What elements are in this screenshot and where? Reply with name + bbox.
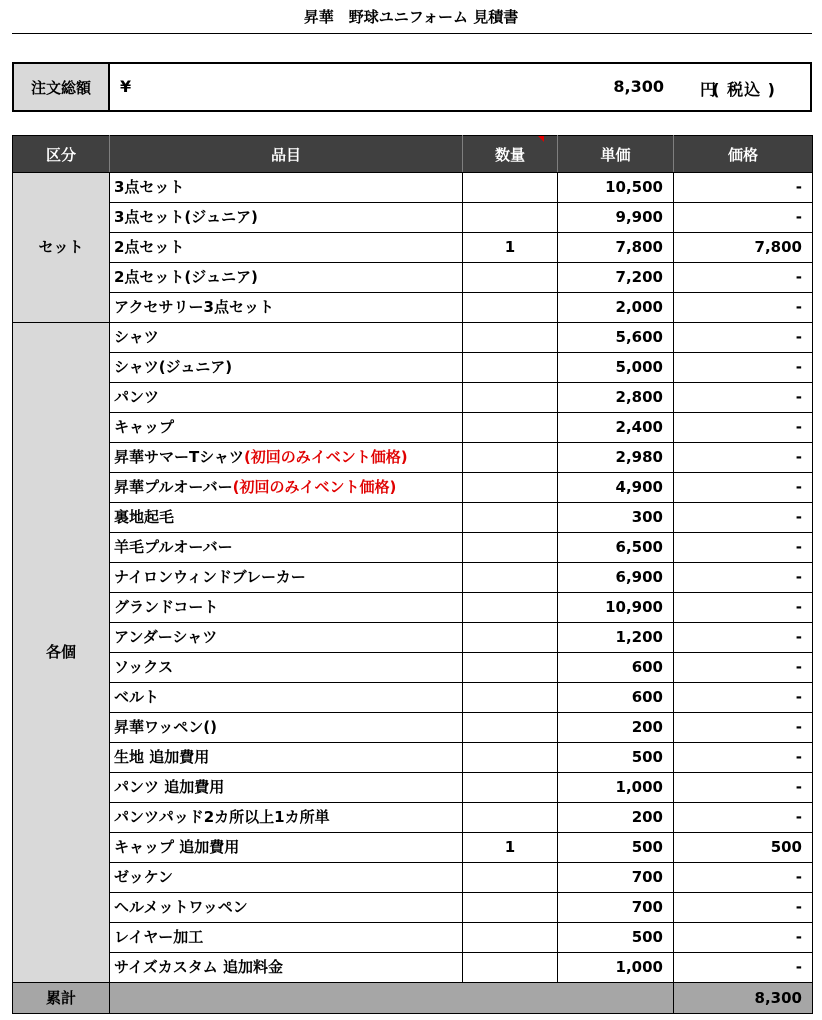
summary-row	[13, 983, 813, 1014]
table-row	[13, 803, 813, 833]
price-cell: -	[674, 683, 813, 713]
quantity-cell[interactable]	[463, 263, 558, 293]
item-name: 昇華ワッペン()	[114, 718, 217, 736]
item-name-cell	[110, 443, 463, 473]
quantity-cell[interactable]	[463, 443, 558, 473]
price-cell: -	[674, 623, 813, 653]
table-row	[13, 743, 813, 773]
price-cell: -	[674, 203, 813, 233]
item-name-cell	[110, 653, 463, 683]
price-cell: -	[674, 353, 813, 383]
item-name-cell	[110, 953, 463, 983]
item-name: パンツ	[114, 388, 160, 406]
item-name: 裏地起毛	[114, 508, 175, 526]
table-row	[13, 923, 813, 953]
unit-price-cell: 2,800	[558, 383, 674, 413]
item-name: ヘルメットワッペン	[114, 898, 248, 916]
price-cell: -	[674, 263, 813, 293]
item-name-cell	[110, 683, 463, 713]
price-cell: -	[674, 713, 813, 743]
quantity-cell[interactable]	[463, 173, 558, 203]
unit-price-cell: 700	[558, 863, 674, 893]
quantity-cell[interactable]	[463, 473, 558, 503]
price-cell: -	[674, 863, 813, 893]
table-row	[13, 623, 813, 653]
item-name-cell	[110, 473, 463, 503]
price-cell: -	[674, 323, 813, 353]
item-name-cell	[110, 173, 463, 203]
item-name-cell	[110, 713, 463, 743]
unit-price-cell: 6,500	[558, 533, 674, 563]
item-name-cell	[110, 413, 463, 443]
table-row	[13, 653, 813, 683]
price-cell: -	[674, 953, 813, 983]
header-item: 品目	[110, 136, 463, 173]
item-name: ベルト	[114, 688, 160, 706]
quantity-cell[interactable]	[463, 803, 558, 833]
unit-price-cell: 600	[558, 683, 674, 713]
quantity-cell[interactable]	[463, 413, 558, 443]
unit-price-cell: 10,500	[558, 173, 674, 203]
item-name: キャップ	[114, 418, 175, 436]
price-cell: -	[674, 893, 813, 923]
table-row	[13, 833, 813, 863]
table-row	[13, 533, 813, 563]
quantity-cell[interactable]	[463, 953, 558, 983]
category-cell: 各個	[13, 323, 110, 983]
quantity-cell[interactable]	[463, 623, 558, 653]
unit-price-cell: 2,400	[558, 413, 674, 443]
item-name: サイズカスタム 追加料金	[114, 958, 284, 976]
price-cell: -	[674, 173, 813, 203]
item-name: ゼッケン	[114, 868, 173, 886]
table-row	[13, 713, 813, 743]
unit-price-cell: 1,000	[558, 953, 674, 983]
header-unit-price: 単価	[558, 136, 674, 173]
price-cell: -	[674, 563, 813, 593]
item-name: 生地 追加費用	[114, 748, 210, 766]
order-total-value	[110, 64, 810, 110]
table-row	[13, 953, 813, 983]
quantity-cell[interactable]	[463, 203, 558, 233]
item-name: パンツパッド2カ所以上1カ所単	[114, 808, 330, 826]
quantity-cell[interactable]	[463, 863, 558, 893]
table-row	[13, 563, 813, 593]
price-cell: -	[674, 293, 813, 323]
item-name: 3点セット	[114, 178, 185, 196]
price-cell: -	[674, 413, 813, 443]
table-row	[13, 173, 813, 203]
unit-price-cell: 10,900	[558, 593, 674, 623]
table-row	[13, 473, 813, 503]
table-row	[13, 773, 813, 803]
unit-price-cell: 6,900	[558, 563, 674, 593]
table-row	[13, 413, 813, 443]
unit-price-cell: 2,980	[558, 443, 674, 473]
item-name-cell	[110, 593, 463, 623]
quantity-cell[interactable]	[463, 353, 558, 383]
price-cell: -	[674, 383, 813, 413]
item-name-cell	[110, 563, 463, 593]
category-cell: セット	[13, 173, 110, 323]
item-name: 羊毛プルオーバー	[114, 538, 233, 556]
item-name-cell	[110, 833, 463, 863]
unit-price-cell: 7,200	[558, 263, 674, 293]
item-name-cell	[110, 863, 463, 893]
quantity-cell[interactable]	[463, 593, 558, 623]
item-name-cell	[110, 233, 463, 263]
unit-price-cell: 200	[558, 713, 674, 743]
quantity-cell[interactable]	[463, 713, 558, 743]
quantity-cell[interactable]	[463, 743, 558, 773]
item-name-cell	[110, 293, 463, 323]
title-divider	[12, 33, 812, 34]
quantity-cell[interactable]	[463, 563, 558, 593]
unit-price-cell: 9,900	[558, 203, 674, 233]
item-name-cell	[110, 353, 463, 383]
item-name-cell	[110, 923, 463, 953]
quantity-cell[interactable]	[463, 653, 558, 683]
currency-symbol: ¥	[120, 77, 132, 96]
price-cell: -	[674, 773, 813, 803]
item-note: (初回のみイベント価格)	[232, 478, 397, 496]
unit-price-cell: 300	[558, 503, 674, 533]
table-row	[13, 323, 813, 353]
summary-label: 累計	[13, 983, 110, 1014]
item-name-cell	[110, 623, 463, 653]
quantity-cell[interactable]	[463, 923, 558, 953]
item-name: 2点セット(ジュニア)	[114, 268, 258, 286]
item-name-cell	[110, 383, 463, 413]
unit-price-cell: 1,000	[558, 773, 674, 803]
item-name-cell	[110, 893, 463, 923]
item-name: アクセサリー3点セット	[114, 298, 274, 316]
item-name: パンツ 追加費用	[114, 778, 225, 796]
item-name-cell	[110, 263, 463, 293]
estimate-table	[12, 135, 813, 1014]
unit-price-cell: 5,000	[558, 353, 674, 383]
item-name-cell	[110, 203, 463, 233]
quantity-cell[interactable]	[463, 893, 558, 923]
table-row	[13, 233, 813, 263]
price-cell: -	[674, 593, 813, 623]
price-cell: -	[674, 803, 813, 833]
unit-price-cell: 2,000	[558, 293, 674, 323]
header-quantity: 数量	[463, 136, 558, 173]
page-title: 昇華 野球ユニフォーム 見積書	[303, 8, 519, 26]
order-total-label: 注文総額	[14, 64, 110, 110]
item-name: アンダーシャツ	[114, 628, 218, 646]
table-body	[13, 173, 813, 1014]
item-name: シャツ	[114, 328, 159, 346]
tax-note: ( 税込 )	[712, 80, 776, 99]
quantity-cell[interactable]	[463, 533, 558, 563]
unit-price-cell: 500	[558, 833, 674, 863]
item-name: シャツ(ジュニア)	[114, 358, 233, 376]
table-row	[13, 203, 813, 233]
price-cell: -	[674, 503, 813, 533]
price-cell: -	[674, 443, 813, 473]
item-name: 3点セット(ジュニア)	[114, 208, 258, 226]
item-note: (初回のみイベント価格)	[243, 448, 408, 466]
unit-price-cell: 200	[558, 803, 674, 833]
header-category: 区分	[13, 136, 110, 173]
quantity-cell[interactable]	[463, 383, 558, 413]
table-row	[13, 503, 813, 533]
unit-price-cell: 7,800	[558, 233, 674, 263]
table-row	[13, 593, 813, 623]
item-name-cell	[110, 533, 463, 563]
comment-marker	[538, 136, 544, 142]
quantity-cell[interactable]: 1	[463, 233, 558, 263]
quantity-cell[interactable]	[463, 293, 558, 323]
unit-price-cell: 4,900	[558, 473, 674, 503]
table-row	[13, 263, 813, 293]
unit-price-cell: 700	[558, 893, 674, 923]
item-name: ソックス	[114, 658, 174, 676]
quantity-cell[interactable]	[463, 503, 558, 533]
price-cell: 7,800	[674, 233, 813, 263]
table-row	[13, 383, 813, 413]
table-row	[13, 443, 813, 473]
order-total-amount: 8,300	[613, 77, 664, 96]
item-name-cell	[110, 743, 463, 773]
unit-price-cell: 1,200	[558, 623, 674, 653]
order-total-box	[12, 62, 812, 112]
unit-price-cell: 5,600	[558, 323, 674, 353]
unit-price-cell: 500	[558, 923, 674, 953]
price-cell: -	[674, 923, 813, 953]
item-name: 昇華プルオーバー	[114, 478, 233, 496]
table-row	[13, 863, 813, 893]
quantity-cell[interactable]	[463, 773, 558, 803]
quantity-cell[interactable]	[463, 323, 558, 353]
item-name: 昇華サマーTシャツ	[114, 448, 244, 466]
summary-total: 8,300	[674, 983, 813, 1014]
item-name-cell	[110, 503, 463, 533]
price-cell: 500	[674, 833, 813, 863]
item-name: 2点セット	[114, 238, 185, 256]
price-cell: -	[674, 743, 813, 773]
item-name: キャップ 追加費用	[114, 838, 240, 856]
item-name: ナイロンウィンドブレーカー	[114, 568, 306, 586]
quantity-cell[interactable]: 1	[463, 833, 558, 863]
price-cell: -	[674, 653, 813, 683]
unit-price-cell: 600	[558, 653, 674, 683]
quantity-cell[interactable]	[463, 683, 558, 713]
summary-spacer	[110, 983, 674, 1014]
order-total-unit: 円	[699, 80, 716, 99]
unit-price-cell: 500	[558, 743, 674, 773]
item-name: レイヤー加工	[114, 928, 204, 946]
item-name-cell	[110, 323, 463, 353]
item-name-cell	[110, 803, 463, 833]
price-cell: -	[674, 533, 813, 563]
price-cell: -	[674, 473, 813, 503]
header-price: 価格	[674, 136, 813, 173]
table-header-row	[13, 136, 813, 173]
table-row	[13, 353, 813, 383]
table-row	[13, 293, 813, 323]
item-name-cell	[110, 773, 463, 803]
item-name: グランドコート	[114, 598, 219, 616]
table-row	[13, 683, 813, 713]
table-row	[13, 893, 813, 923]
